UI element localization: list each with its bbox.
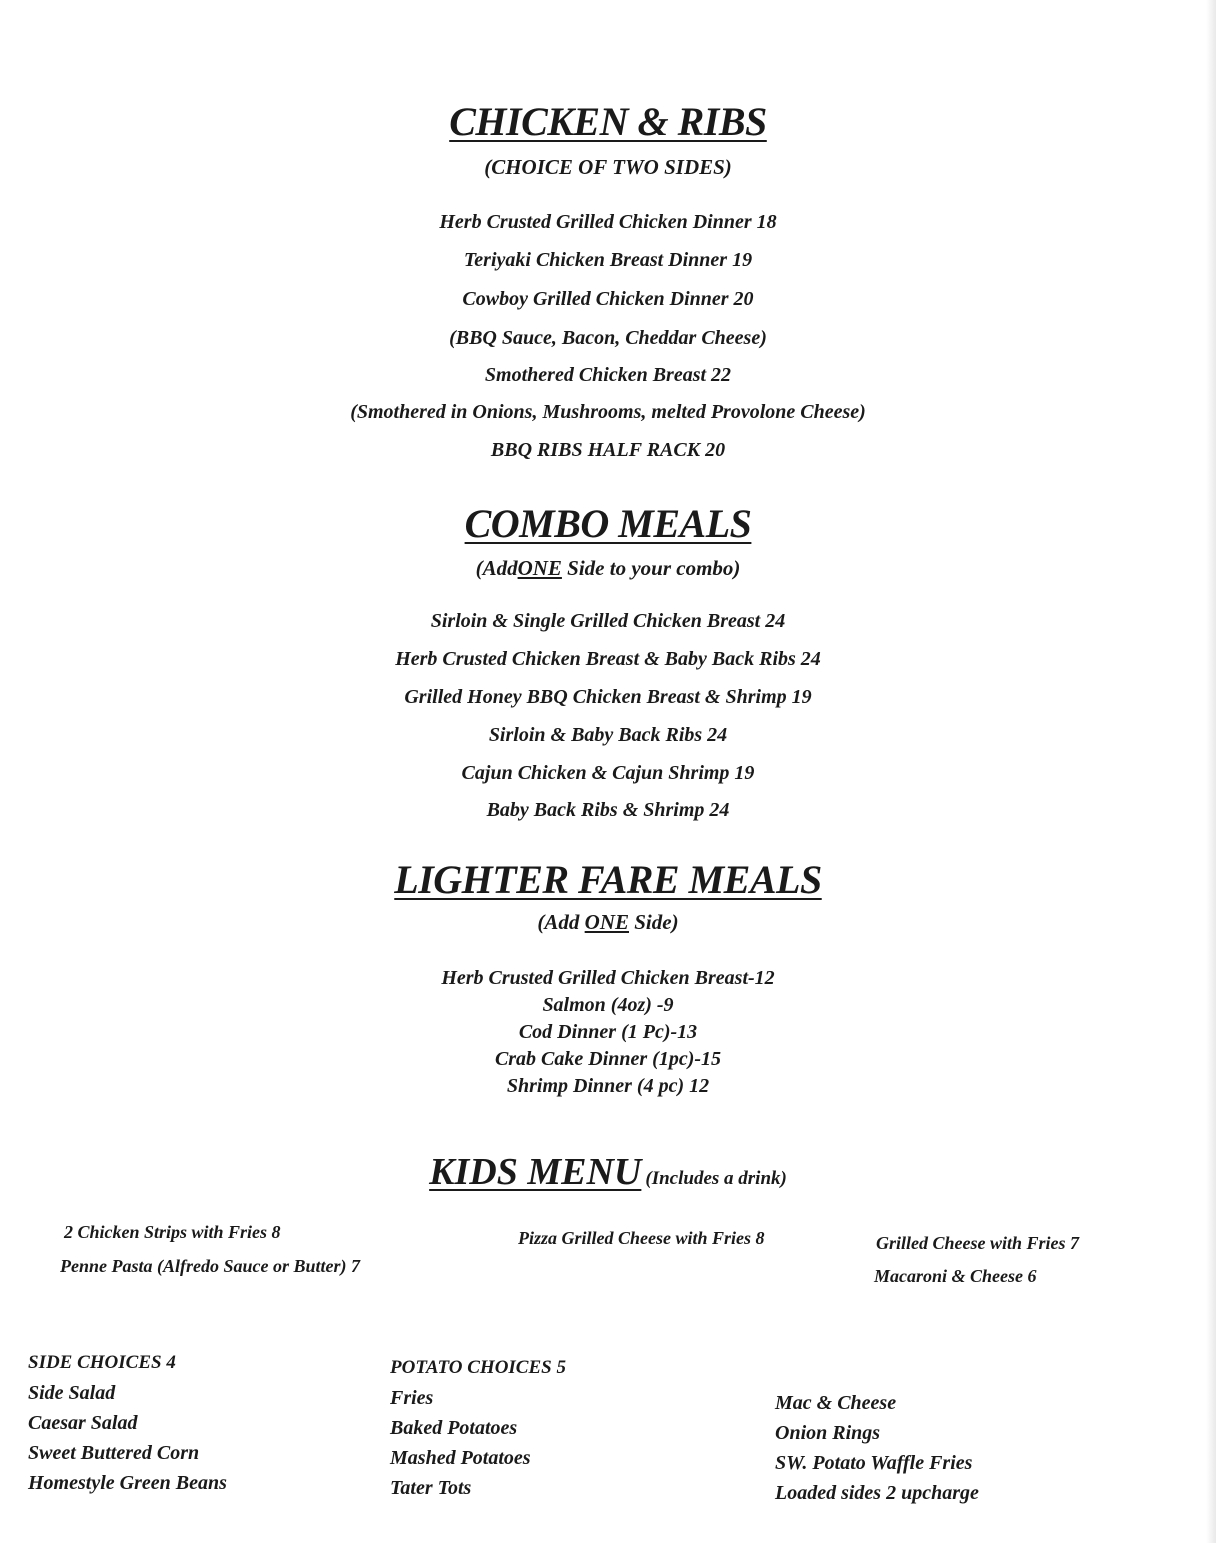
lighter-fare-list [0,965,1216,1100]
kids-menu-title: KIDS MENU [429,1151,642,1193]
menu-item: Smothered Chicken Breast 22 [484,364,732,386]
potato-choices-column [390,1353,566,1503]
potato-item: Baked Potatoes [390,1417,518,1439]
menu-item: Grilled Honey BBQ Chicken Breast & Shrimp 19 [404,686,812,708]
side-item: Onion Rings [775,1422,881,1444]
menu-item: Cowboy Grilled Chicken Dinner 20 [462,288,754,310]
potato-choices-heading: POTATO CHOICES 5 [390,1357,566,1378]
kids-item: Penne Pasta (Alfredo Sauce or Butter) 7 [60,1256,360,1276]
side-item: Side Salad [28,1382,116,1404]
combo-meals-heading: COMBO MEALS [464,501,752,546]
other-sides-column [775,1388,979,1508]
potato-item: Mashed Potatoes [390,1447,531,1469]
menu-item: Cod Dinner (1 Pc)-13 [518,1021,698,1043]
side-choices-heading: SIDE CHOICES 4 [28,1352,176,1373]
chicken-ribs-heading: CHICKEN & RIBS [449,99,767,144]
subtitle-text: (Add [475,556,518,580]
menu-item: BBQ RIBS HALF RACK 20 [490,439,726,461]
potato-item: Fries [390,1387,434,1409]
menu-item: Teriyaki Chicken Breast Dinner 19 [463,249,753,271]
menu-item: Salmon (4oz) -9 [542,994,674,1016]
menu-item: Shrimp Dinner (4 pc) 12 [506,1075,710,1097]
subtitle-emphasis: ONE [584,910,629,934]
menu-item: Sirloin & Single Grilled Chicken Breast 24 [430,610,786,632]
menu-item: Cajun Chicken & Cajun Shrimp 19 [461,762,755,784]
potato-item: Tater Tots [390,1477,472,1499]
lighter-fare-subtitle [0,910,1216,935]
menu-item: Herb Crusted Grilled Chicken Dinner 18 [439,211,777,233]
side-item: SW. Potato Waffle Fries [775,1452,973,1474]
menu-item: Baby Back Ribs & Shrimp 24 [486,799,730,821]
kids-menu-heading [0,1150,1216,1194]
lighter-fare-heading: LIGHTER FARE MEALS [394,857,822,902]
side-item: Sweet Buttered Corn [28,1442,200,1464]
menu-item: Sirloin & Baby Back Ribs 24 [488,724,728,746]
chicken-ribs-subtitle: (CHOICE OF TWO SIDES) [484,155,732,179]
menu-item: Crab Cake Dinner (1pc)-15 [494,1048,722,1070]
menu-item-note: (BBQ Sauce, Bacon, Cheddar Cheese) [449,327,767,349]
subtitle-text: Side to your combo) [567,556,741,580]
side-item: Mac & Cheese [775,1392,897,1414]
kids-item: Macaroni & Cheese 6 [874,1266,1037,1286]
side-choices-column [28,1348,227,1498]
side-item: Caesar Salad [28,1412,138,1434]
kids-item: 2 Chicken Strips with Fries 8 [64,1222,281,1242]
combo-meals-subtitle [0,556,1216,581]
menu-item-note: (Smothered in Onions, Mushrooms, melted Provolone Cheese) [350,401,866,423]
subtitle-emphasis: ONE [517,556,562,580]
menu-item: Herb Crusted Chicken Breast & Baby Back Ribs 24 [395,648,821,670]
subtitle-text: Side) [634,910,679,934]
subtitle-text: (Add [537,910,580,934]
side-item: Homestyle Green Beans [28,1472,227,1494]
menu-item: Herb Crusted Grilled Chicken Breast-12 [441,967,775,989]
kids-menu-note: (Includes a drink) [645,1168,787,1189]
kids-item: Pizza Grilled Cheese with Fries 8 [518,1228,765,1248]
kids-item: Grilled Cheese with Fries 7 [876,1233,1080,1253]
side-item: Loaded sides 2 upcharge [775,1482,979,1504]
